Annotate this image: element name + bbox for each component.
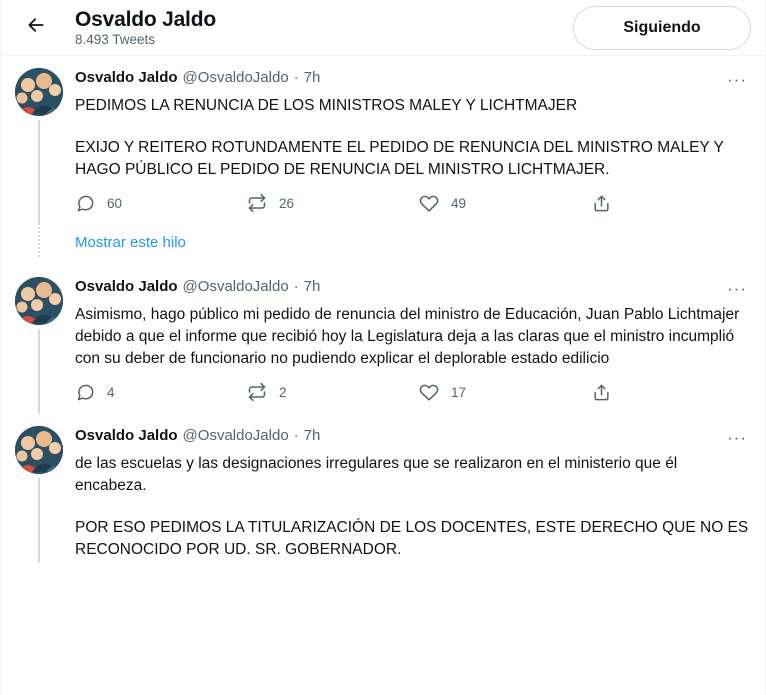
avatar-column: [15, 68, 63, 225]
tweet-header: [75, 277, 751, 301]
reply-count: 4: [107, 384, 115, 400]
retweet-icon: [247, 193, 267, 213]
reply-icon: [75, 193, 95, 213]
avatar[interactable]: [15, 277, 63, 325]
author-handle[interactable]: @OsvaldoJaldo: [182, 278, 289, 295]
tweet-body: [63, 277, 751, 414]
show-thread-row[interactable]: [1, 225, 765, 265]
like-count: 17: [451, 384, 467, 400]
thread-connector-line: [38, 120, 40, 225]
share-action[interactable]: [591, 193, 623, 213]
show-thread-link[interactable]: Mostrar este hilo: [75, 234, 186, 251]
tweet-body: [63, 426, 751, 563]
following-button[interactable]: Siguiendo: [573, 6, 751, 50]
profile-header: [1, 0, 765, 56]
author-handle[interactable]: @OsvaldoJaldo: [182, 427, 289, 444]
like-action[interactable]: [419, 382, 591, 402]
tweet-header: [75, 426, 751, 450]
tweet-item[interactable]: [1, 265, 765, 414]
share-icon: [591, 382, 611, 402]
retweet-action[interactable]: [247, 193, 419, 213]
like-action[interactable]: [419, 193, 591, 213]
retweet-count: 2: [279, 384, 287, 400]
heart-icon: [419, 382, 439, 402]
thread-list: [1, 56, 765, 563]
header-titles: [75, 8, 573, 48]
retweet-count: 26: [279, 195, 295, 211]
page-title: Osvaldo Jaldo: [75, 7, 216, 31]
tweet-item[interactable]: [1, 414, 765, 563]
thread-dots-column: [15, 225, 63, 265]
tweet-text: EXIJO Y REITERO ROTUNDAMENTE EL PEDIDO DE RENUNCIA DEL MINISTRO MALEY Y HAGO PÚBLICO EL PEDIDO DE RENUNCIA DEL MINISTRO LICHTMAJER.: [75, 139, 728, 178]
tweet-body: [63, 68, 751, 225]
author-name[interactable]: Osvaldo Jaldo: [75, 427, 178, 444]
more-options-icon[interactable]: ···: [727, 428, 747, 447]
avatar-column: [15, 426, 63, 563]
reply-count: 60: [107, 195, 123, 211]
author-name[interactable]: Osvaldo Jaldo: [75, 278, 178, 295]
retweet-icon: [247, 382, 267, 402]
timestamp[interactable]: 7h: [303, 427, 321, 444]
reply-icon: [75, 382, 95, 402]
tweet-text: de las escuelas y las designaciones irregulares que se realizaron en el ministerio que él encabeza.: [75, 455, 682, 494]
arrow-left-icon: [26, 15, 46, 40]
share-action[interactable]: [591, 382, 623, 402]
thread-connector-line: [38, 329, 40, 414]
separator-dot: ·: [293, 69, 299, 86]
timestamp[interactable]: 7h: [303, 69, 321, 86]
timestamp[interactable]: 7h: [303, 278, 321, 295]
avatar-column: [15, 277, 63, 414]
avatar[interactable]: [15, 426, 63, 474]
tweet-header: [75, 68, 751, 92]
back-button[interactable]: [19, 11, 53, 45]
tweet-actions: [75, 193, 635, 223]
more-options-icon[interactable]: ···: [727, 70, 747, 89]
reply-action[interactable]: [75, 382, 247, 402]
author-handle[interactable]: @OsvaldoJaldo: [182, 69, 289, 86]
author-name[interactable]: Osvaldo Jaldo: [75, 69, 178, 86]
tweet-actions: [75, 382, 635, 412]
reply-action[interactable]: [75, 193, 247, 213]
heart-icon: [419, 193, 439, 213]
tweet-text: PEDIMOS LA RENUNCIA DE LOS MINISTROS MALEY Y LICHTMAJER: [75, 97, 578, 114]
separator-dot: ·: [293, 427, 299, 444]
tweet-item[interactable]: [1, 56, 765, 225]
thread-connector-line: [38, 478, 40, 563]
avatar[interactable]: [15, 68, 63, 116]
retweet-action[interactable]: [247, 382, 419, 402]
tweet-text: Asimismo, hago público mi pedido de renuncia del ministro de Educación, Juan Pablo Lichtmajer debido a que el informe que recibió hoy la Legislatura deja a las claras que el ministro incumplió con su deber de funcionario no pudiendo explicar el deplorable estado edilicio: [75, 306, 744, 367]
share-icon: [591, 193, 611, 213]
tweet-text: POR ESO PEDIMOS LA TITULARIZACIÓN DE LOS DOCENTES, ESTE DERECHO QUE NO ES RECONOCIDO POR UD. SR. GOBERNADOR.: [75, 519, 753, 558]
separator-dot: ·: [293, 278, 299, 295]
thread-dotted-line: [38, 223, 40, 257]
tweet-count: 8.493 Tweets: [75, 31, 156, 47]
like-count: 49: [451, 195, 467, 211]
more-options-icon[interactable]: ···: [727, 279, 747, 298]
